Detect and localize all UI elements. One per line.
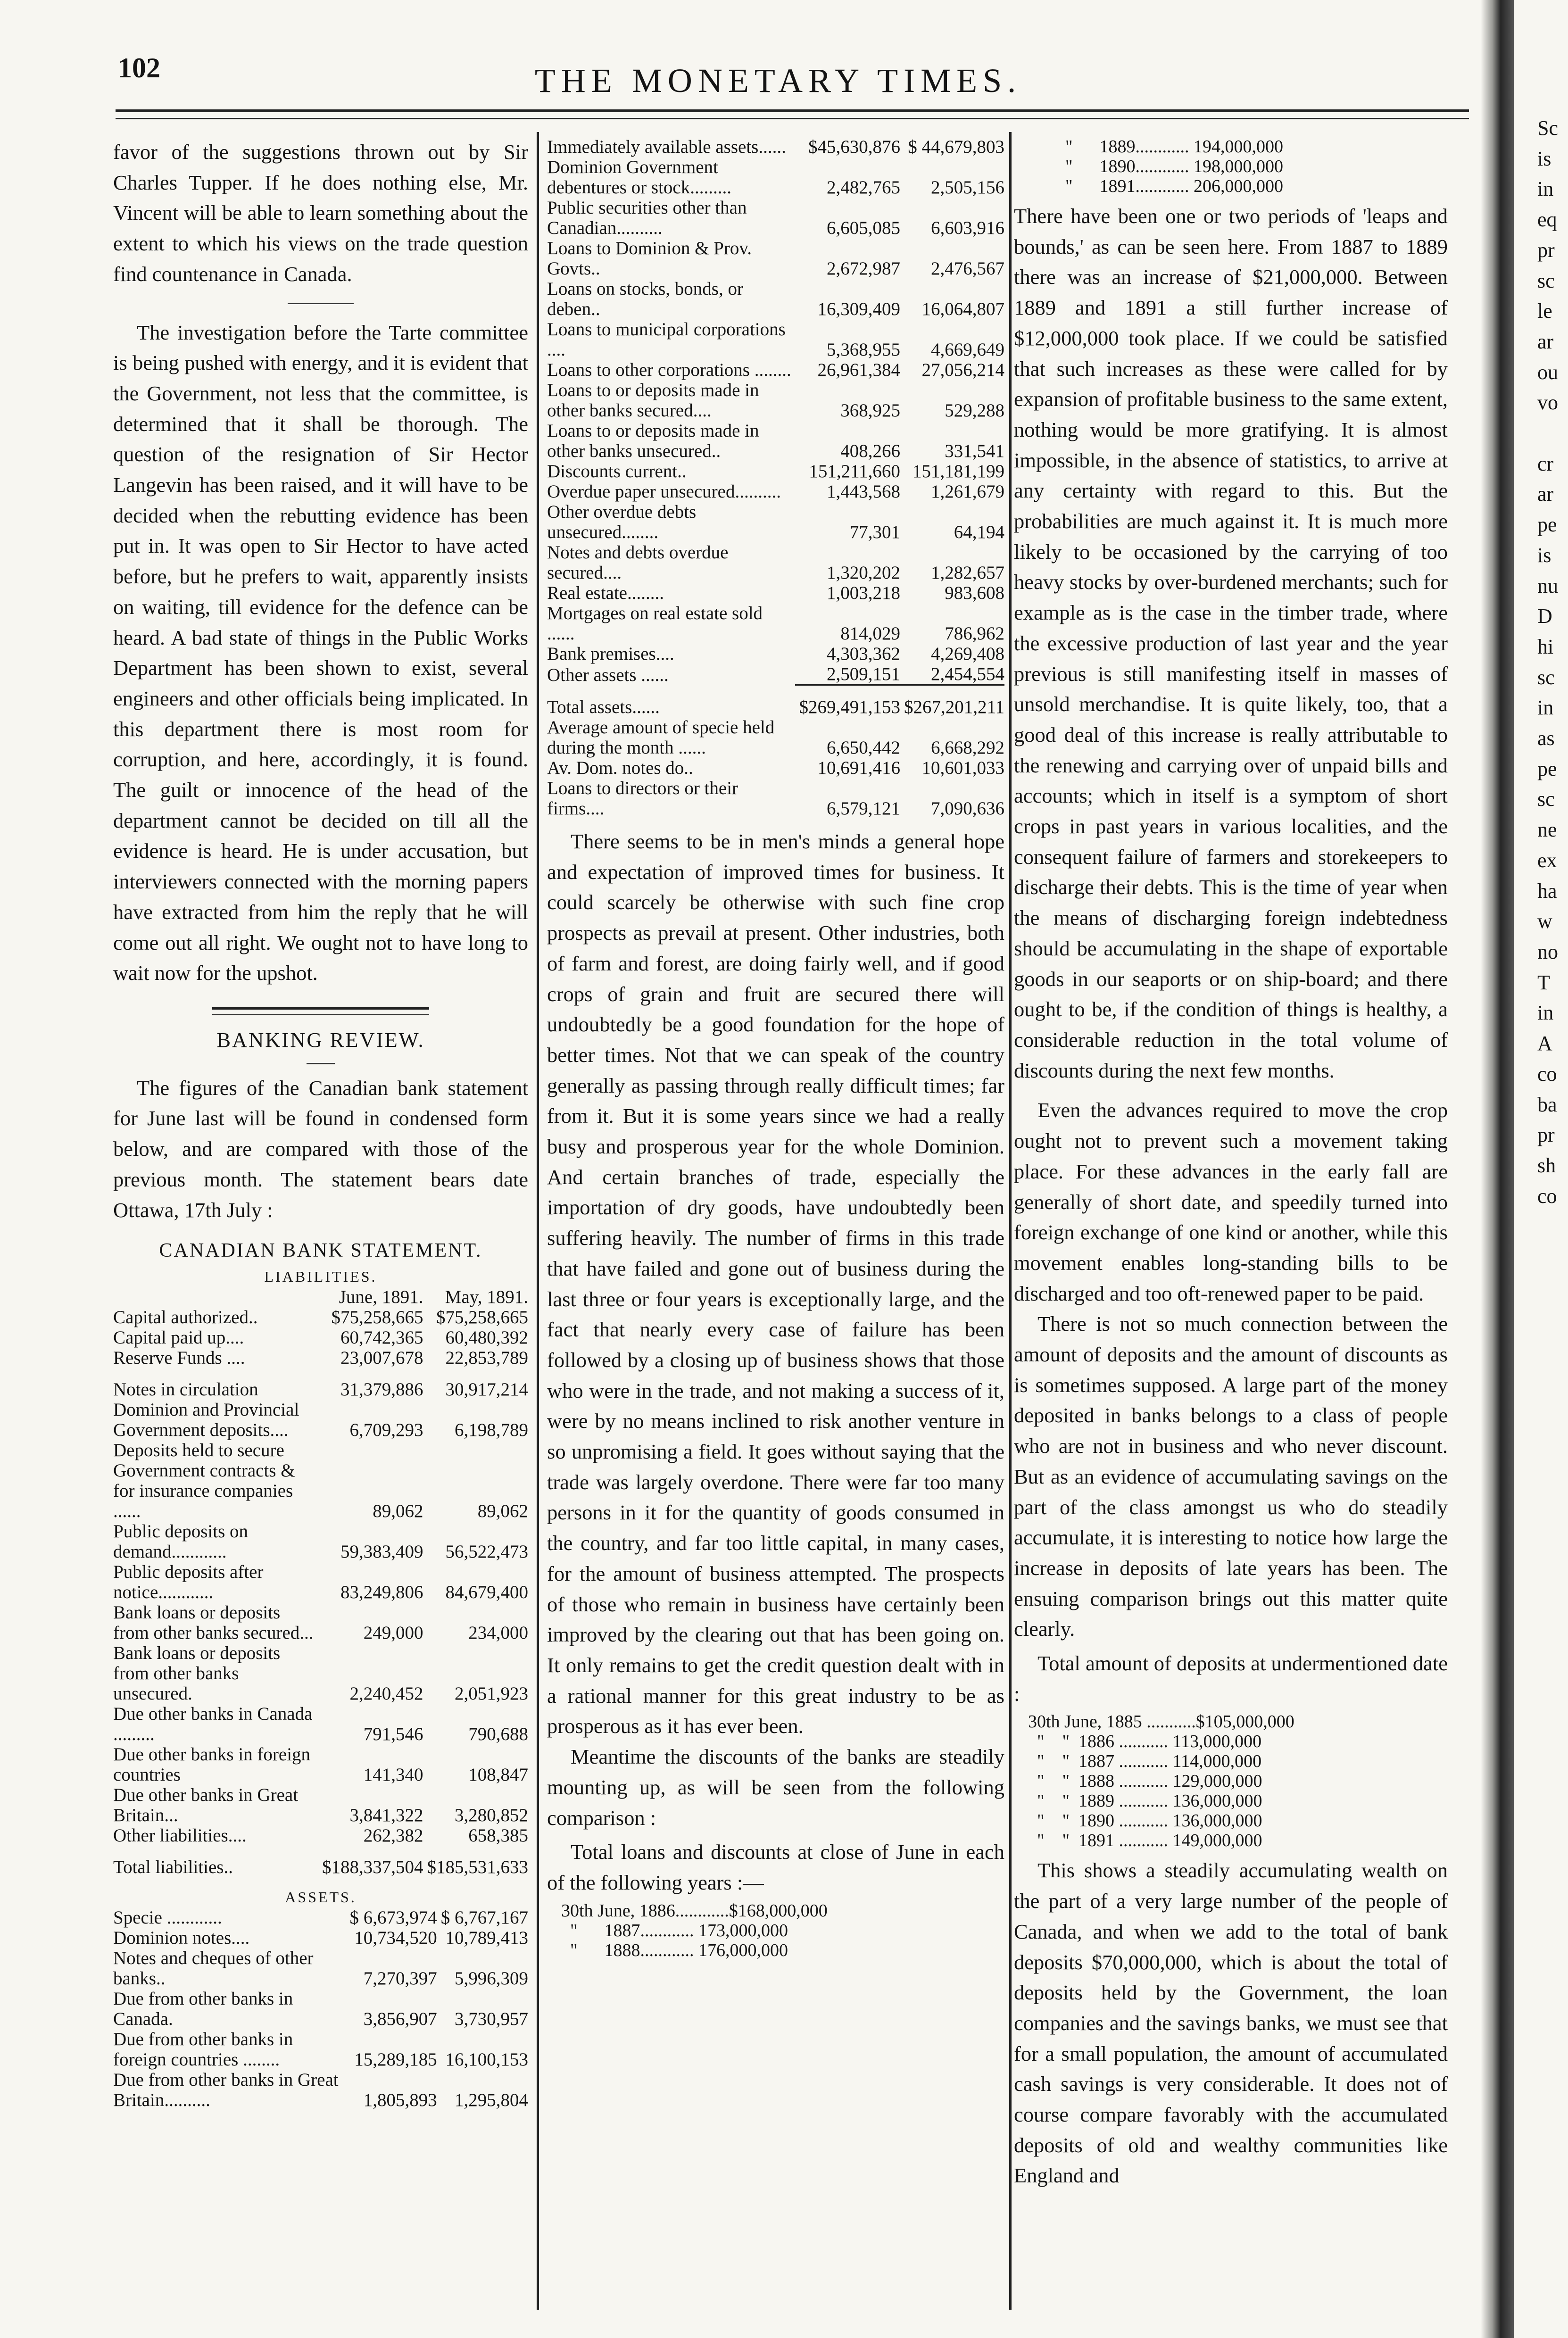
column-header-may: May, 1891. [445, 1286, 528, 1307]
cell-june: 368,925 [840, 400, 900, 421]
fragment-line: in [1537, 1001, 1554, 1025]
cell-may: 10,601,033 [921, 758, 1004, 778]
table-title: CANADIAN BANK STATEMENT. [159, 1240, 482, 1262]
fragment-line: nu [1537, 574, 1558, 597]
cell-june: 151,211,660 [809, 461, 900, 481]
masthead-title: THE MONETARY TIMES. [534, 62, 1022, 99]
next-page-fragment [1537, 113, 1568, 1211]
cell-june: 26,961,384 [817, 360, 900, 380]
cell-may: 151,181,199 [913, 461, 1004, 481]
cell-june: 249,000 [363, 1622, 423, 1643]
page-number: 102 [118, 52, 160, 83]
table-row [113, 1704, 528, 1744]
cell-label: Loans to or deposits made in other banks secured.... [547, 380, 759, 421]
cell-june: 2,672,987 [826, 258, 900, 279]
table-row [113, 1948, 528, 1989]
table-row [113, 1562, 528, 1602]
cell-june: 60,742,365 [340, 1327, 423, 1348]
cell-label: Overdue paper unsecured.......... [547, 481, 781, 502]
table-row [113, 1327, 528, 1348]
table-row [547, 380, 1004, 421]
table-row [113, 1907, 528, 1928]
table-row [113, 1744, 528, 1785]
cell-label: Average amount of specie held during the month ...... [547, 717, 775, 758]
cell-label: Immediately available assets...... [547, 137, 786, 157]
fragment-line: pr [1537, 238, 1555, 262]
cell-may: 658,385 [468, 1825, 528, 1846]
cell-may: 22,853,789 [445, 1347, 528, 1368]
cell-june: 3,856,907 [363, 2008, 437, 2029]
cell-june: 15,289,185 [354, 2049, 437, 2070]
cell-label: Other overdue debts unsecured........ [547, 502, 697, 542]
cell-june: 791,546 [363, 1724, 423, 1744]
total-liabilities-label: Total liabilities.. [113, 1857, 233, 1877]
cell-june: 1,805,893 [363, 2089, 437, 2110]
table-row [547, 583, 1004, 603]
cell-may: 983,608 [945, 583, 1004, 603]
fragment-line: ne [1537, 818, 1557, 842]
table-row [113, 1400, 528, 1440]
total-liabilities-june: $188,337,504 [322, 1857, 423, 1877]
table-row [113, 1368, 528, 1400]
article-paragraph: The investigation before the Tarte committee is being pushed with energy, and it is evident that the Government, not less that the committee, is determined that it shall be thorough. The question of the resignation of Sir Hector Langevin has been raised, and it will have to be decided when the rebutting evidence has been put in. It was open to Sir Hector to have acted before, but he prefers to wait, apparently insists on waiting, till evidence for the defence can be heard. A bad state of things in the Public Works Department has been shown to exist, several engineers and other officials being implicated. In this department there is most room for corruption, and here, accordingly, it is found. The guilt or innocence of the head of the department cannot be decided on till all the evidence is heard. He is under accusation, but interviewers connected with the morning papers have extracted from him the reply that he will come out all right. We ought not to have long to wait now for the upshot. [113, 320, 528, 985]
fragment-line: hi [1537, 635, 1554, 658]
liabilities-table [113, 1287, 528, 1877]
table-row [547, 664, 1004, 685]
table-row [113, 1602, 528, 1643]
table-row [113, 1785, 528, 1825]
binding-edge [1481, 0, 1514, 2338]
total-liabilities-may: $185,531,633 [427, 1857, 528, 1877]
table-row [547, 137, 1004, 157]
fragment-line: sc [1537, 788, 1555, 811]
cell-june: 6,605,085 [826, 218, 900, 238]
cell-label: Av. Dom. notes do.. [547, 758, 693, 778]
cell-may: 108,847 [468, 1764, 528, 1785]
cell-label: Due other banks in Great Britain... [113, 1784, 299, 1825]
cell-may: 5,996,309 [455, 1968, 528, 1989]
fragment-line: cr [1537, 452, 1554, 475]
cell-label: Notes and cheques of other banks.. [113, 1948, 314, 1989]
cell-may: 2,476,567 [931, 258, 1004, 279]
cell-june: 1,443,568 [826, 481, 900, 502]
fragment-line: ba [1537, 1093, 1557, 1116]
column-3 [1014, 137, 1448, 2191]
loans-by-year-continued [1056, 137, 1448, 196]
cell-june: $75,258,665 [331, 1307, 423, 1327]
year-row: " " 1887 ........... 114,000,000 [1028, 1751, 1262, 1772]
fragment-line: w [1537, 910, 1552, 933]
fragment-line: ar [1537, 330, 1554, 353]
cell-june: $ 6,673,974 [349, 1907, 437, 1928]
header-rule-bottom [116, 118, 1469, 119]
cell-label: Due from other banks in Canada. [113, 1988, 293, 2029]
fragment-line: vo [1537, 391, 1558, 415]
cell-june: 3,841,322 [349, 1805, 423, 1825]
table-row [113, 1348, 528, 1368]
separator [288, 303, 354, 304]
cell-label: Bank loans or deposits from other banks unsecured. [113, 1642, 281, 1704]
cell-label: Dominion notes.... [113, 1927, 250, 1948]
cell-may: 4,269,408 [931, 644, 1004, 664]
cell-june: 23,007,678 [340, 1347, 423, 1368]
cell-june: 141,340 [363, 1764, 423, 1785]
column-rule-2 [1009, 132, 1012, 2310]
cell-label: Other assets ...... [547, 664, 669, 685]
table-row [113, 2029, 528, 2070]
cell-label: Loans to or deposits made in other banks unsecured.. [547, 421, 759, 461]
cell-label: Specie ............ [113, 1907, 222, 1928]
fragment-line: no [1537, 940, 1558, 963]
table-row [113, 1521, 528, 1562]
separator [307, 1063, 335, 1064]
cell-may: 7,090,636 [931, 798, 1004, 819]
cell-june: 77,301 [849, 522, 900, 542]
cell-label: Loans to Dominion & Prov. Govts.. [547, 238, 752, 279]
year-row: " 1889............ 194,000,000 [1056, 137, 1284, 157]
cell-label: Capital paid up.... [113, 1327, 244, 1348]
cell-may: 4,669,649 [931, 340, 1004, 360]
article-paragraph: Total amount of deposits at undermentioned date : [1014, 1651, 1448, 1706]
assets-heading: ASSETS. [285, 1888, 357, 1906]
fragment-line: le [1537, 299, 1552, 323]
year-row: " " 1888 ........... 129,000,000 [1028, 1771, 1262, 1791]
fragment-line: T [1537, 970, 1550, 994]
fragment-line: co [1537, 1062, 1557, 1086]
fragment-line: is [1537, 543, 1551, 567]
cell-june: 2,509,151 [826, 664, 900, 684]
fragment-line: eq [1537, 208, 1557, 232]
table-row [547, 238, 1004, 279]
cell-label: Bank loans or deposits from other banks secured... [113, 1602, 314, 1643]
cell-june: 2,482,765 [826, 177, 900, 198]
loans-by-year [561, 1901, 1004, 1960]
fragment-line: sc [1537, 665, 1555, 689]
table-row [113, 1440, 528, 1521]
cell-may: 16,100,153 [445, 2049, 528, 2070]
liabilities-heading: LIABILITIES. [264, 1268, 377, 1285]
assets-table-a [113, 1907, 528, 2110]
year-row: " " 1891 ........... 149,000,000 [1028, 1831, 1262, 1851]
cell-may: 10,789,413 [445, 1927, 528, 1948]
table-row [547, 461, 1004, 481]
year-row: " 1890............ 198,000,000 [1056, 157, 1284, 176]
fragment-line: ex [1537, 848, 1557, 872]
cell-label: Public deposits after notice............ [113, 1561, 264, 1602]
cell-may: 3,730,957 [455, 2008, 528, 2029]
cell-may: 790,688 [468, 1724, 528, 1744]
cell-june: 2,240,452 [349, 1683, 423, 1704]
year-row: " 1891............ 206,000,000 [1056, 176, 1284, 196]
article-paragraph: There seems to be in men's minds a general hope and expectation of improved times for business. It could scarcely be otherwise with such fine crop prospects as prevail at present. Other industries, both of farm and forest, are doing fairly well, and if good crops of grain and fruit are secured there will undoubtedly be a good foundation for the hope of better times. Not that we can speak of the country generally as passing through really difficult times; far from it. But it is some years since we had a really busy and prosperous year for the whole Dominion. And certain branches of trade, especially the importation of dry goods, have undoubtedly been suffering heavily. The number of firms in this trade that have failed and gone out of business during the last three or four years is exceptionally large, and the fact that nearly every case of failure has been followed by a closing up of business shows that those who were in the trade, and not making a success of it, were by no means inclined to risk another venture in so unpromising a field. It goes without saying that the trade was largely overdone. There were far too many persons in it for the quantity of goods consumed in the country, and far too little capital, in many cases, for the amount of business attempted. The prospects of those who remain in business have certainly been improved by the clearing out that has been going on. It only remains to get the credit question dealt with in a rational manner for this great industry to be as prosperous as it has ever been. [547, 829, 1004, 1738]
cell-may: 1,295,804 [455, 2089, 528, 2110]
fragment-line: as [1537, 727, 1555, 750]
deposits-by-year [1028, 1712, 1448, 1850]
article-paragraph: This shows a steadily accumulating wealth on the part of a very large number of the people of Canada, and when we add to the total of bank deposits $70,000,000, which is about the total of deposits held by the Government, the loan companies and the savings banks, we must see that for a small population, the amount of accumulated cash savings is very considerable. It does not of course compare favorably with the accumulated deposits of old and wealthy communities like England and [1014, 1858, 1448, 2188]
cell-june: 31,379,886 [340, 1379, 423, 1400]
cell-label: Due from other banks in foreign countries ........ [113, 2029, 293, 2070]
header-rule-top [116, 109, 1469, 112]
cell-may: 84,679,400 [445, 1582, 528, 1602]
assets-table-b [547, 137, 1004, 819]
article-paragraph: Total loans and discounts at close of June in each of the following years :— [547, 1840, 1004, 1894]
table-row [113, 2070, 528, 2110]
total-assets-may: $267,201,211 [900, 685, 1004, 718]
fragment-line: A [1537, 1032, 1552, 1055]
cell-label: Notes and debts overdue secured.... [547, 542, 729, 583]
cell-june: 59,383,409 [340, 1541, 423, 1562]
cell-may: 234,000 [468, 1622, 528, 1643]
column-header-june: June, 1891. [339, 1286, 423, 1307]
cell-june: 6,650,442 [826, 738, 900, 758]
cell-may: 2,454,554 [931, 664, 1004, 684]
cell-may: 1,261,679 [931, 481, 1004, 502]
article-paragraph: There is not so much connection between the amount of deposits and the amount of discounts as is sometimes supposed. A large part of the money deposited in banks belongs to a class of people who are not in business and who never discount. But as an evidence of accumulating savings on the part of the class amongst us who do steadily accumulate, it is interesting to notice how large the increase in deposits of late years has been. The ensuing comparison brings out this matter quite clearly. [1014, 1312, 1448, 1641]
cell-may: 27,056,214 [921, 360, 1004, 380]
table-row [547, 360, 1004, 380]
year-row: " " 1889 ........... 136,000,000 [1028, 1791, 1262, 1811]
table-row [547, 603, 1004, 644]
cell-may: 6,668,292 [931, 738, 1004, 758]
cell-june: 6,709,293 [349, 1419, 423, 1440]
fragment-line: sc [1537, 269, 1555, 292]
year-row: " 1887............ 173,000,000 [561, 1920, 788, 1940]
section-title: BANKING REVIEW. [216, 1028, 425, 1052]
cell-may: $ 6,767,167 [440, 1907, 528, 1928]
fragment-line: pe [1537, 513, 1557, 537]
column-rule-1 [537, 132, 539, 2310]
year-row: " " 1890 ........... 136,000,000 [1028, 1811, 1262, 1831]
year-row: 30th June, 1885 ...........$105,000,000 [1028, 1712, 1294, 1732]
fragment-line [1537, 418, 1568, 449]
article-paragraph: Meantime the discounts of the banks are steadily mounting up, as will be seen from the following comparison : [547, 1745, 1004, 1830]
cell-june: 1,003,218 [826, 583, 900, 603]
cell-may: 1,282,657 [931, 563, 1004, 583]
fragment-line: in [1537, 177, 1554, 201]
column-1 [113, 137, 528, 2110]
cell-may: 6,198,789 [455, 1419, 528, 1440]
cell-june: 1,320,202 [826, 563, 900, 583]
table-row [113, 1307, 528, 1327]
fragment-line: ou [1537, 360, 1558, 384]
article-paragraph: favor of the suggestions thrown out by Sir Charles Tupper. If he does nothing else, Mr. Vincent will be able to learn something about the extent to which his views on the trade question find countenance in Canada. [113, 140, 528, 286]
fragment-line: in [1537, 696, 1554, 720]
cell-may: $ 44,679,803 [908, 137, 1004, 157]
cell-label: Bank premises.... [547, 644, 674, 664]
fragment-line: co [1537, 1184, 1557, 1208]
cell-may: 56,522,473 [445, 1541, 528, 1562]
section-divider [212, 1007, 429, 1015]
table-row [113, 1989, 528, 2029]
cell-label: Loans to directors or their firms.... [547, 778, 738, 819]
year-row: " " 1886 ........... 113,000,000 [1028, 1732, 1262, 1752]
total-assets-label: Total assets...... [547, 697, 660, 717]
table-row [113, 1928, 528, 1948]
table-row [547, 421, 1004, 461]
cell-june: 5,368,955 [826, 340, 900, 360]
cell-may: 529,288 [945, 400, 1004, 421]
cell-label: Dominion Government debentures or stock......... [547, 157, 731, 198]
table-row [547, 157, 1004, 198]
table-row [547, 279, 1004, 319]
fragment-line: pr [1537, 1123, 1555, 1147]
table-row [547, 502, 1004, 542]
cell-may: 3,280,852 [455, 1805, 528, 1825]
cell-june: 262,382 [363, 1825, 423, 1846]
cell-label: Discounts current.. [547, 461, 687, 481]
cell-may: 2,505,156 [931, 177, 1004, 198]
cell-may: 331,541 [945, 441, 1004, 461]
table-row [547, 778, 1004, 819]
cell-june: 7,270,397 [363, 1968, 437, 1989]
cell-june: $45,630,876 [808, 137, 900, 157]
table-row [547, 542, 1004, 583]
table-row [547, 758, 1004, 778]
table-row [547, 717, 1004, 758]
table-row [113, 1825, 528, 1846]
fragment-line: Sc [1537, 116, 1558, 140]
cell-label: Public deposits on demand............ [113, 1521, 249, 1562]
fragment-line: is [1537, 147, 1551, 170]
cell-june: 16,309,409 [817, 299, 900, 319]
cell-label: Dominion and Provincial Government deposits.... [113, 1399, 299, 1440]
cell-june: 10,734,520 [354, 1927, 437, 1948]
cell-label: Due other banks in foreign countries [113, 1744, 311, 1785]
cell-may: 30,917,214 [445, 1379, 528, 1400]
fragment-line: D [1537, 605, 1552, 628]
cell-june: 89,062 [373, 1501, 423, 1521]
year-row: 30th June, 1886............$168,000,000 [561, 1900, 828, 1921]
cell-label: Real estate........ [547, 583, 664, 603]
table-row [113, 1643, 528, 1704]
cell-may: 2,051,923 [455, 1683, 528, 1704]
cell-june: 6,579,121 [826, 798, 900, 819]
article-paragraph: There have been one or two periods of 'leaps and bounds,' as can be seen here. From 1887 to 1889 there was an increase of $21,000,000. Between 1889 and 1891 a still further increase of $12,000,000 took place. If we could be satisfied that such increases as these were called for by expansion of profitable business to the same extent, nothing would be more gratifying. It is almost impossible, in the absence of statistics, to arrive at any certainty with regard to this. But the probabilities are much against it. It is much more likely to be occasioned by the carrying of too heavy stocks by over-burdened merchants; such for example as is the case in the timber trade, where the excessive production of last year and the year previous is still manifesting itself in masses of unsold merchandise. It is quite likely, too, that a good deal of this increase is really attributable to the renewing and carrying over of unpaid bills and accounts; which in itself is a symptom of short crops in past years in various localities, and the consequent failure of farmers and storekeepers to discharge their debts. This is the time of year when the means of discharging foreign indebtedness should be accumulating in the shape of exportable goods in our seaports or on ship-board; and there ought to be, if the condition of things is healthy, a considerable reduction in the total volume of discounts during the next few months. [1014, 204, 1448, 1082]
cell-label: Due from other banks in Great Britain.......... [113, 2069, 339, 2110]
fragment-line: sh [1537, 1153, 1556, 1177]
cell-label: Public securities other than Canadian.......... [547, 198, 747, 238]
cell-may: $75,258,665 [436, 1307, 528, 1327]
cell-label: Loans to municipal corporations .... [547, 319, 786, 360]
cell-label: Capital authorized.. [113, 1307, 258, 1327]
cell-may: 64,194 [954, 522, 1004, 542]
cell-label: Notes in circulation [113, 1379, 258, 1400]
table-row [547, 644, 1004, 664]
cell-june: 4,303,362 [826, 644, 900, 664]
cell-may: 60,480,392 [445, 1327, 528, 1348]
cell-label: Deposits held to secure Government contracts & for insurance companies ...... [113, 1440, 295, 1521]
cell-may: 786,962 [945, 623, 1004, 644]
cell-label: Reserve Funds .... [113, 1347, 245, 1368]
cell-june: 814,029 [840, 623, 900, 644]
article-paragraph: Even the advances required to move the crop ought not to prevent such a movement taking place. For these advances in the early fall are generally of short date, and speedily turned into foreign exchange of one kind or another, while this movement enables long-standing bills to be discharged and too oft-renewed paper to be paid. [1014, 1098, 1448, 1305]
cell-label: Mortgages on real estate sold ...... [547, 603, 763, 644]
fragment-line: ar [1537, 482, 1554, 506]
cell-may: 89,062 [477, 1501, 528, 1521]
table-row [547, 198, 1004, 238]
cell-may: 16,064,807 [921, 299, 1004, 319]
cell-label: Due other banks in Canada ......... [113, 1703, 313, 1744]
cell-june: 408,266 [840, 441, 900, 461]
column-2 [547, 137, 1004, 1965]
fragment-line: pe [1537, 757, 1557, 780]
cell-june: 10,691,416 [817, 758, 900, 778]
fragment-line: ha [1537, 879, 1557, 903]
table-row [547, 319, 1004, 360]
cell-may: 6,603,916 [931, 218, 1004, 238]
year-row: " 1888............ 176,000,000 [561, 1940, 788, 1960]
article-paragraph: The figures of the Canadian bank statement for June last will be found in condensed form below, and are compared with those of the previous month. The statement bears date Ottawa, 17th July : [113, 1076, 528, 1222]
table-row [547, 481, 1004, 502]
cell-june: 83,249,806 [340, 1582, 423, 1602]
cell-label: Other liabilities.... [113, 1825, 247, 1846]
cell-label: Loans on stocks, bonds, or deben.. [547, 279, 743, 319]
cell-label: Loans to other corporations ........ [547, 360, 791, 380]
total-assets-june: $269,491,153 [795, 685, 900, 718]
